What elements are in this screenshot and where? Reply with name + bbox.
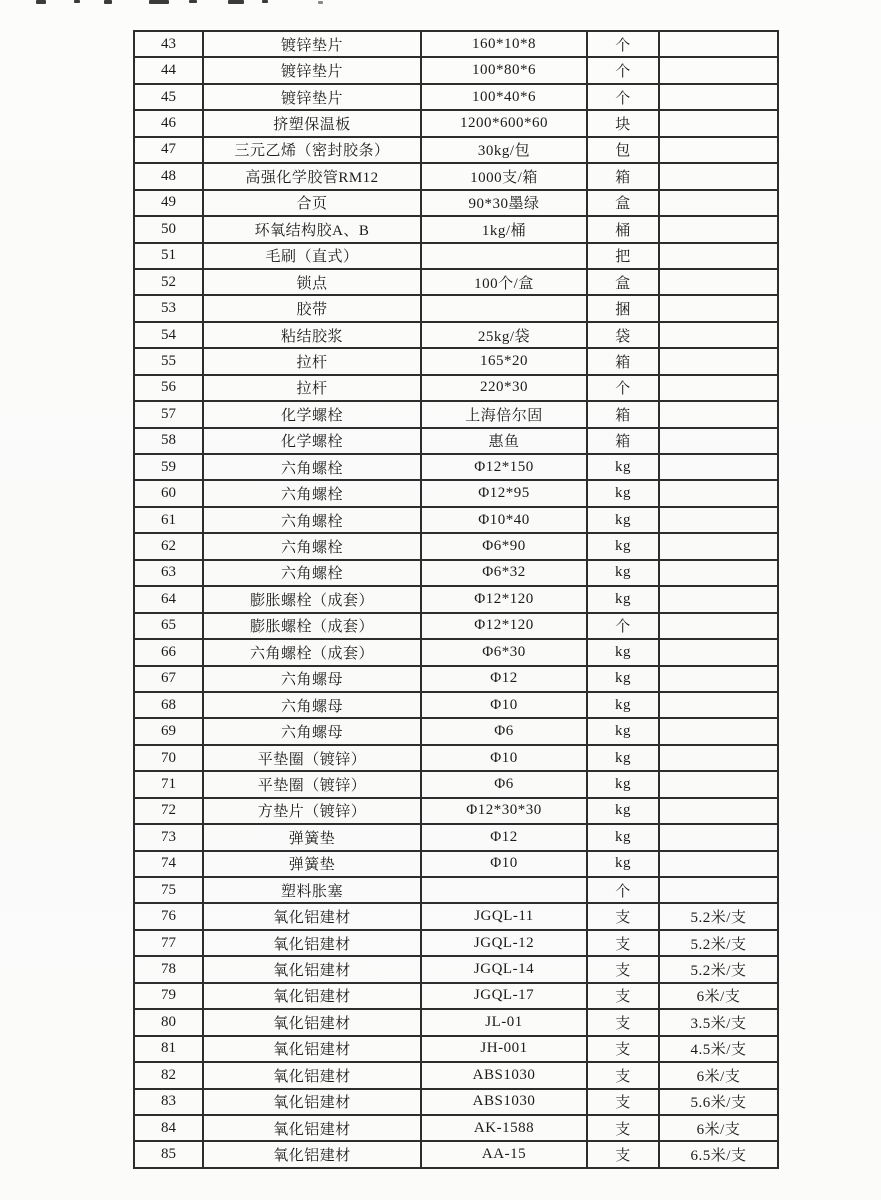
spec-cell: 1000支/箱: [421, 163, 587, 189]
table-row: [134, 1036, 778, 1062]
seq-cell: 58: [134, 428, 203, 454]
spec-cell: Φ6*90: [421, 533, 587, 559]
name-cell: 六角螺母: [203, 718, 421, 744]
name-cell: 拉杆: [203, 375, 421, 401]
spec-cell: 25kg/袋: [421, 322, 587, 348]
note-cell: [659, 375, 778, 401]
note-cell: [659, 771, 778, 797]
seq-cell: 61: [134, 507, 203, 533]
unit-cell: 个: [587, 613, 659, 639]
unit-cell: 支: [587, 983, 659, 1009]
note-cell: [659, 190, 778, 216]
name-cell: 挤塑保温板: [203, 110, 421, 136]
seq-cell: 85: [134, 1141, 203, 1168]
scan-artifact: [318, 1, 323, 4]
table-row: [134, 110, 778, 136]
table-row: [134, 930, 778, 956]
unit-cell: kg: [587, 771, 659, 797]
scan-artifact: [36, 0, 46, 4]
seq-cell: 79: [134, 983, 203, 1009]
seq-cell: 55: [134, 348, 203, 374]
table-row: [134, 877, 778, 903]
seq-cell: 51: [134, 243, 203, 269]
spec-cell: 上海倍尔固: [421, 401, 587, 427]
note-cell: [659, 613, 778, 639]
note-cell: [659, 824, 778, 850]
spec-cell: ABS1030: [421, 1062, 587, 1088]
name-cell: 镀锌垫片: [203, 57, 421, 83]
table-row: [134, 692, 778, 718]
unit-cell: 支: [587, 903, 659, 929]
table-row: [134, 771, 778, 797]
unit-cell: kg: [587, 560, 659, 586]
unit-cell: 支: [587, 1089, 659, 1115]
spec-cell: Φ12*120: [421, 613, 587, 639]
spec-cell: Φ10: [421, 692, 587, 718]
seq-cell: 71: [134, 771, 203, 797]
unit-cell: kg: [587, 480, 659, 506]
table-row: [134, 586, 778, 612]
seq-cell: 57: [134, 401, 203, 427]
seq-cell: 44: [134, 57, 203, 83]
unit-cell: kg: [587, 586, 659, 612]
unit-cell: 支: [587, 1115, 659, 1141]
unit-cell: 箱: [587, 428, 659, 454]
seq-cell: 84: [134, 1115, 203, 1141]
spec-cell: 100*80*6: [421, 57, 587, 83]
unit-cell: kg: [587, 454, 659, 480]
unit-cell: kg: [587, 824, 659, 850]
table-row: [134, 824, 778, 850]
spec-cell: Φ12*120: [421, 586, 587, 612]
seq-cell: 60: [134, 480, 203, 506]
materials-table: [133, 30, 779, 1169]
spec-cell: 1kg/桶: [421, 216, 587, 242]
table-row: [134, 639, 778, 665]
table-row: [134, 983, 778, 1009]
table-row: [134, 1089, 778, 1115]
seq-cell: 66: [134, 639, 203, 665]
name-cell: 六角螺栓: [203, 454, 421, 480]
note-cell: [659, 57, 778, 83]
name-cell: 膨胀螺栓（成套）: [203, 586, 421, 612]
spec-cell: JH-001: [421, 1036, 587, 1062]
name-cell: 方垫片（镀锌）: [203, 798, 421, 824]
name-cell: 塑料胀塞: [203, 877, 421, 903]
spec-cell: [421, 295, 587, 321]
name-cell: 六角螺栓（成套）: [203, 639, 421, 665]
seq-cell: 70: [134, 745, 203, 771]
table-row: [134, 745, 778, 771]
name-cell: 粘结胶浆: [203, 322, 421, 348]
spec-cell: Φ12: [421, 824, 587, 850]
unit-cell: 块: [587, 110, 659, 136]
table-row: [134, 57, 778, 83]
seq-cell: 73: [134, 824, 203, 850]
name-cell: 三元乙烯（密封胶条）: [203, 137, 421, 163]
name-cell: 六角螺栓: [203, 533, 421, 559]
seq-cell: 76: [134, 903, 203, 929]
note-cell: [659, 110, 778, 136]
note-cell: [659, 84, 778, 110]
spec-cell: JGQL-17: [421, 983, 587, 1009]
table-row: [134, 428, 778, 454]
table-row: [134, 956, 778, 982]
table-row: [134, 613, 778, 639]
unit-cell: 个: [587, 375, 659, 401]
note-cell: 4.5米/支: [659, 1036, 778, 1062]
name-cell: 六角螺栓: [203, 480, 421, 506]
name-cell: 镀锌垫片: [203, 31, 421, 57]
spec-cell: Φ10: [421, 745, 587, 771]
note-cell: [659, 480, 778, 506]
table-row: [134, 31, 778, 57]
unit-cell: 个: [587, 31, 659, 57]
note-cell: [659, 401, 778, 427]
name-cell: 氧化铝建材: [203, 1141, 421, 1168]
note-cell: 6.5米/支: [659, 1141, 778, 1168]
note-cell: 6米/支: [659, 1062, 778, 1088]
spec-cell: 90*30墨绿: [421, 190, 587, 216]
scan-artifact: [74, 0, 80, 3]
seq-cell: 46: [134, 110, 203, 136]
table-row: [134, 401, 778, 427]
note-cell: 5.2米/支: [659, 903, 778, 929]
spec-cell: 220*30: [421, 375, 587, 401]
table-row: [134, 1115, 778, 1141]
table-row: [134, 269, 778, 295]
spec-cell: Φ6*32: [421, 560, 587, 586]
seq-cell: 43: [134, 31, 203, 57]
unit-cell: 盒: [587, 269, 659, 295]
scan-artifact: [104, 0, 112, 4]
spec-cell: Φ10: [421, 851, 587, 877]
name-cell: 氧化铝建材: [203, 983, 421, 1009]
note-cell: [659, 533, 778, 559]
unit-cell: kg: [587, 533, 659, 559]
seq-cell: 52: [134, 269, 203, 295]
name-cell: 化学螺栓: [203, 428, 421, 454]
note-cell: 6米/支: [659, 983, 778, 1009]
table-row: [134, 348, 778, 374]
name-cell: 六角螺母: [203, 692, 421, 718]
name-cell: 膨胀螺栓（成套）: [203, 613, 421, 639]
note-cell: [659, 639, 778, 665]
spec-cell: Φ10*40: [421, 507, 587, 533]
table-row: [134, 1009, 778, 1035]
table-row: [134, 216, 778, 242]
note-cell: 5.2米/支: [659, 956, 778, 982]
name-cell: 高强化学胶管RM12: [203, 163, 421, 189]
name-cell: 弹簧垫: [203, 824, 421, 850]
seq-cell: 64: [134, 586, 203, 612]
spec-cell: Φ12: [421, 666, 587, 692]
table-row: [134, 718, 778, 744]
unit-cell: 支: [587, 1036, 659, 1062]
table-row: [134, 243, 778, 269]
seq-cell: 53: [134, 295, 203, 321]
unit-cell: 个: [587, 84, 659, 110]
name-cell: 氧化铝建材: [203, 1062, 421, 1088]
name-cell: 氧化铝建材: [203, 1036, 421, 1062]
unit-cell: 箱: [587, 163, 659, 189]
note-cell: [659, 851, 778, 877]
table-row: [134, 137, 778, 163]
name-cell: 弹簧垫: [203, 851, 421, 877]
note-cell: 3.5米/支: [659, 1009, 778, 1035]
name-cell: 拉杆: [203, 348, 421, 374]
table-row: [134, 375, 778, 401]
unit-cell: 桶: [587, 216, 659, 242]
spec-cell: JGQL-14: [421, 956, 587, 982]
seq-cell: 50: [134, 216, 203, 242]
spec-cell: 100*40*6: [421, 84, 587, 110]
name-cell: 氧化铝建材: [203, 1115, 421, 1141]
spec-cell: AA-15: [421, 1141, 587, 1168]
note-cell: [659, 269, 778, 295]
spec-cell: Φ6: [421, 771, 587, 797]
spec-cell: 1200*600*60: [421, 110, 587, 136]
table-row: [134, 507, 778, 533]
name-cell: 胶带: [203, 295, 421, 321]
spec-cell: [421, 243, 587, 269]
unit-cell: kg: [587, 745, 659, 771]
table-row: [134, 454, 778, 480]
name-cell: 平垫圈（镀锌）: [203, 771, 421, 797]
unit-cell: 捆: [587, 295, 659, 321]
seq-cell: 69: [134, 718, 203, 744]
seq-cell: 62: [134, 533, 203, 559]
seq-cell: 68: [134, 692, 203, 718]
spec-cell: JGQL-12: [421, 930, 587, 956]
name-cell: 氧化铝建材: [203, 1009, 421, 1035]
note-cell: [659, 31, 778, 57]
table-row: [134, 190, 778, 216]
table-row: [134, 84, 778, 110]
unit-cell: kg: [587, 692, 659, 718]
spec-cell: 100个/盒: [421, 269, 587, 295]
name-cell: 锁点: [203, 269, 421, 295]
seq-cell: 49: [134, 190, 203, 216]
name-cell: 氧化铝建材: [203, 956, 421, 982]
materials-table-body: [134, 31, 778, 1168]
spec-cell: 165*20: [421, 348, 587, 374]
name-cell: 六角螺栓: [203, 560, 421, 586]
scan-artifact: [189, 0, 197, 3]
seq-cell: 45: [134, 84, 203, 110]
seq-cell: 65: [134, 613, 203, 639]
seq-cell: 75: [134, 877, 203, 903]
note-cell: [659, 295, 778, 321]
spec-cell: Φ12*30*30: [421, 798, 587, 824]
table-row: [134, 322, 778, 348]
table-row: [134, 533, 778, 559]
seq-cell: 48: [134, 163, 203, 189]
table-row: [134, 560, 778, 586]
table-row: [134, 295, 778, 321]
table-row: [134, 1141, 778, 1168]
seq-cell: 54: [134, 322, 203, 348]
note-cell: 5.6米/支: [659, 1089, 778, 1115]
unit-cell: 把: [587, 243, 659, 269]
name-cell: 六角螺母: [203, 666, 421, 692]
note-cell: [659, 560, 778, 586]
seq-cell: 81: [134, 1036, 203, 1062]
note-cell: [659, 137, 778, 163]
note-cell: [659, 692, 778, 718]
note-cell: 6米/支: [659, 1115, 778, 1141]
seq-cell: 63: [134, 560, 203, 586]
unit-cell: 包: [587, 137, 659, 163]
table-row: [134, 851, 778, 877]
note-cell: [659, 666, 778, 692]
unit-cell: 个: [587, 57, 659, 83]
name-cell: 六角螺栓: [203, 507, 421, 533]
scan-artifact: [228, 0, 244, 4]
spec-cell: JGQL-11: [421, 903, 587, 929]
unit-cell: 箱: [587, 401, 659, 427]
note-cell: [659, 507, 778, 533]
unit-cell: 盒: [587, 190, 659, 216]
spec-cell: AK-1588: [421, 1115, 587, 1141]
name-cell: 化学螺栓: [203, 401, 421, 427]
seq-cell: 74: [134, 851, 203, 877]
scan-artifact: [149, 0, 169, 4]
unit-cell: 箱: [587, 348, 659, 374]
seq-cell: 47: [134, 137, 203, 163]
note-cell: [659, 877, 778, 903]
unit-cell: kg: [587, 666, 659, 692]
name-cell: 氧化铝建材: [203, 903, 421, 929]
note-cell: 5.2米/支: [659, 930, 778, 956]
note-cell: [659, 348, 778, 374]
unit-cell: kg: [587, 639, 659, 665]
unit-cell: 支: [587, 930, 659, 956]
note-cell: [659, 586, 778, 612]
name-cell: 氧化铝建材: [203, 930, 421, 956]
spec-cell: Φ6: [421, 718, 587, 744]
seq-cell: 82: [134, 1062, 203, 1088]
table-row: [134, 1062, 778, 1088]
seq-cell: 78: [134, 956, 203, 982]
spec-cell: [421, 877, 587, 903]
name-cell: 平垫圈（镀锌）: [203, 745, 421, 771]
spec-cell: 惠鱼: [421, 428, 587, 454]
note-cell: [659, 322, 778, 348]
note-cell: [659, 243, 778, 269]
note-cell: [659, 428, 778, 454]
name-cell: 镀锌垫片: [203, 84, 421, 110]
seq-cell: 59: [134, 454, 203, 480]
unit-cell: 支: [587, 1141, 659, 1168]
table-row: [134, 798, 778, 824]
seq-cell: 80: [134, 1009, 203, 1035]
spec-cell: 160*10*8: [421, 31, 587, 57]
unit-cell: kg: [587, 507, 659, 533]
spec-cell: ABS1030: [421, 1089, 587, 1115]
note-cell: [659, 163, 778, 189]
spec-cell: Φ12*150: [421, 454, 587, 480]
table-row: [134, 163, 778, 189]
note-cell: [659, 718, 778, 744]
note-cell: [659, 454, 778, 480]
scan-artifact: [262, 0, 268, 3]
unit-cell: kg: [587, 851, 659, 877]
table-row: [134, 480, 778, 506]
spec-cell: JL-01: [421, 1009, 587, 1035]
seq-cell: 77: [134, 930, 203, 956]
spec-cell: Φ6*30: [421, 639, 587, 665]
name-cell: 氧化铝建材: [203, 1089, 421, 1115]
table-row: [134, 903, 778, 929]
name-cell: 毛刷（直式）: [203, 243, 421, 269]
unit-cell: 支: [587, 1062, 659, 1088]
seq-cell: 72: [134, 798, 203, 824]
unit-cell: 个: [587, 877, 659, 903]
unit-cell: kg: [587, 798, 659, 824]
seq-cell: 56: [134, 375, 203, 401]
unit-cell: 支: [587, 1009, 659, 1035]
note-cell: [659, 216, 778, 242]
note-cell: [659, 798, 778, 824]
unit-cell: 袋: [587, 322, 659, 348]
seq-cell: 83: [134, 1089, 203, 1115]
table-row: [134, 666, 778, 692]
name-cell: 合页: [203, 190, 421, 216]
unit-cell: 支: [587, 956, 659, 982]
spec-cell: Φ12*95: [421, 480, 587, 506]
note-cell: [659, 745, 778, 771]
name-cell: 环氧结构胶A、B: [203, 216, 421, 242]
seq-cell: 67: [134, 666, 203, 692]
spec-cell: 30kg/包: [421, 137, 587, 163]
unit-cell: kg: [587, 718, 659, 744]
